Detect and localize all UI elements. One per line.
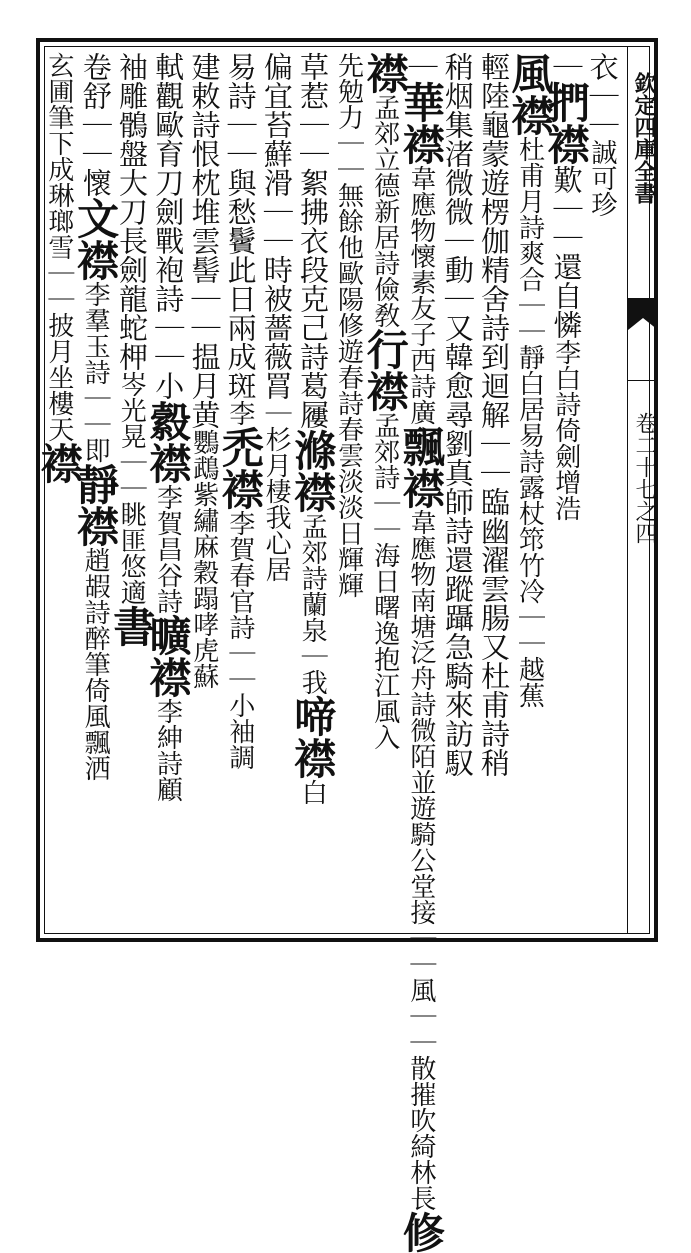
column-text: 鸚鵡紫繡麻穀蹋哮虎蘇 <box>188 429 219 689</box>
column-text: 誠可珍 <box>586 139 617 217</box>
column-text: 李 <box>224 400 255 426</box>
column-text: 李賀春官詩｜｜小袖調 <box>224 510 255 770</box>
column-text: 易詩｜｜與愁鬢此日兩成斑 <box>223 52 258 400</box>
column-text: 草惹｜｜絮拂衣段克己詩葛屨 <box>296 52 331 429</box>
column-text: 李紳詩顧 <box>152 698 183 802</box>
entry-heading: 行襟 <box>360 328 410 412</box>
column-text: 杜甫月詩爽合｜｜靜白居 <box>514 136 545 422</box>
margin-volume: 卷二十七之四 <box>632 412 657 544</box>
entry-heading: 曠襟 <box>143 614 193 698</box>
column-text: ｜杉月棲我心 <box>261 400 292 556</box>
column-text: 白 <box>297 779 328 805</box>
entry-heading: 襟 <box>360 52 410 94</box>
column-text: 稍烟集渚微微｜動｜又韓愈尋劉真師詩還蹤躡急騎來訪馭 <box>440 52 475 777</box>
entry-heading: 襟 <box>34 442 84 484</box>
entry-heading: 捫襟 <box>541 81 591 165</box>
column-text: 韋應物南塘泛舟詩微 <box>405 509 436 743</box>
entry-heading: 書 <box>107 605 157 647</box>
column-text: 袖雕鶻盤大刀長劍龍蛇柙 <box>115 52 150 371</box>
column-text: ｜ <box>404 52 439 81</box>
column-text: 雪｜｜披月坐樓天 <box>43 234 74 442</box>
entry-heading: 啼襟 <box>288 695 338 779</box>
column-text: 李羣玉詩｜｜即 <box>80 281 111 463</box>
column-text: 眺匪悠適 <box>116 501 147 605</box>
column-text: 軾觀歐育刀劍戰袍詩｜｜小 <box>151 52 186 400</box>
column-text: 韋應物懷素友子西詩廣 <box>405 165 436 425</box>
column-text: 陌並遊騎公堂接｜｜風｜｜散摧吹綺林長 <box>405 743 436 1211</box>
margin-book-title: 欽定四庫全書 <box>631 72 657 204</box>
column-text: 先勉力｜｜無餘他 <box>333 52 364 260</box>
entry-heading: 縠襟 <box>143 400 193 484</box>
column-text: 趙嘏詩醉筆倚風飄洒 <box>80 547 111 781</box>
entry-heading: 靜襟 <box>71 463 121 547</box>
entry-heading: 風襟 <box>505 52 555 136</box>
entry-heading: 文襟 <box>71 197 121 281</box>
text-column <box>31 52 87 928</box>
column-text: 玄圃筆下成琳瑯 <box>43 52 74 234</box>
entry-heading: 飄襟 <box>396 425 446 509</box>
entry-heading: 修 <box>396 1211 446 1253</box>
column-text: 易詩露杖筇竹冷｜｜越蕉 <box>514 422 545 708</box>
column-text: 孟郊立德新居詩儉敎 <box>369 94 400 328</box>
column-text: 岑光晃｜｜ <box>116 371 147 501</box>
entry-heading: 滌襟 <box>288 429 338 513</box>
column-text: ｜ <box>549 52 584 81</box>
column-text: ｜｜ <box>585 81 620 139</box>
column-text: 卷舒｜｜懷 <box>78 52 113 197</box>
column-text: 孟郊詩｜｜海日曙逸抱江風入 <box>369 412 400 750</box>
column-text: 李白詩倚劍增浩 <box>550 339 581 521</box>
column-text: 歐陽修遊春詩春雲淡淡日輝輝 <box>333 260 364 598</box>
fish-tail-mark <box>628 298 658 330</box>
entry-heading: 禿襟 <box>215 426 265 510</box>
margin-rule <box>628 380 658 381</box>
column-text: 輕陸龜蒙遊楞伽精舍詩到迴解｜｜臨幽濯雲腸又杜甫詩稍 <box>477 52 512 777</box>
column-text: 歎｜｜還自憐 <box>549 165 584 339</box>
column-text: 孟郊詩蘭泉｜我 <box>297 513 328 695</box>
column-text: 偏宜苔蘚滑｜｜時被薔薇罥 <box>259 52 294 400</box>
column-text: 建敕詩恨枕堆雲髻｜｜揾月黄 <box>187 52 222 429</box>
column-text: 李賀昌谷詩 <box>152 484 183 614</box>
entry-heading: 華襟 <box>396 81 446 165</box>
column-text: 衣 <box>585 52 620 81</box>
column-text: 居 <box>261 556 292 582</box>
